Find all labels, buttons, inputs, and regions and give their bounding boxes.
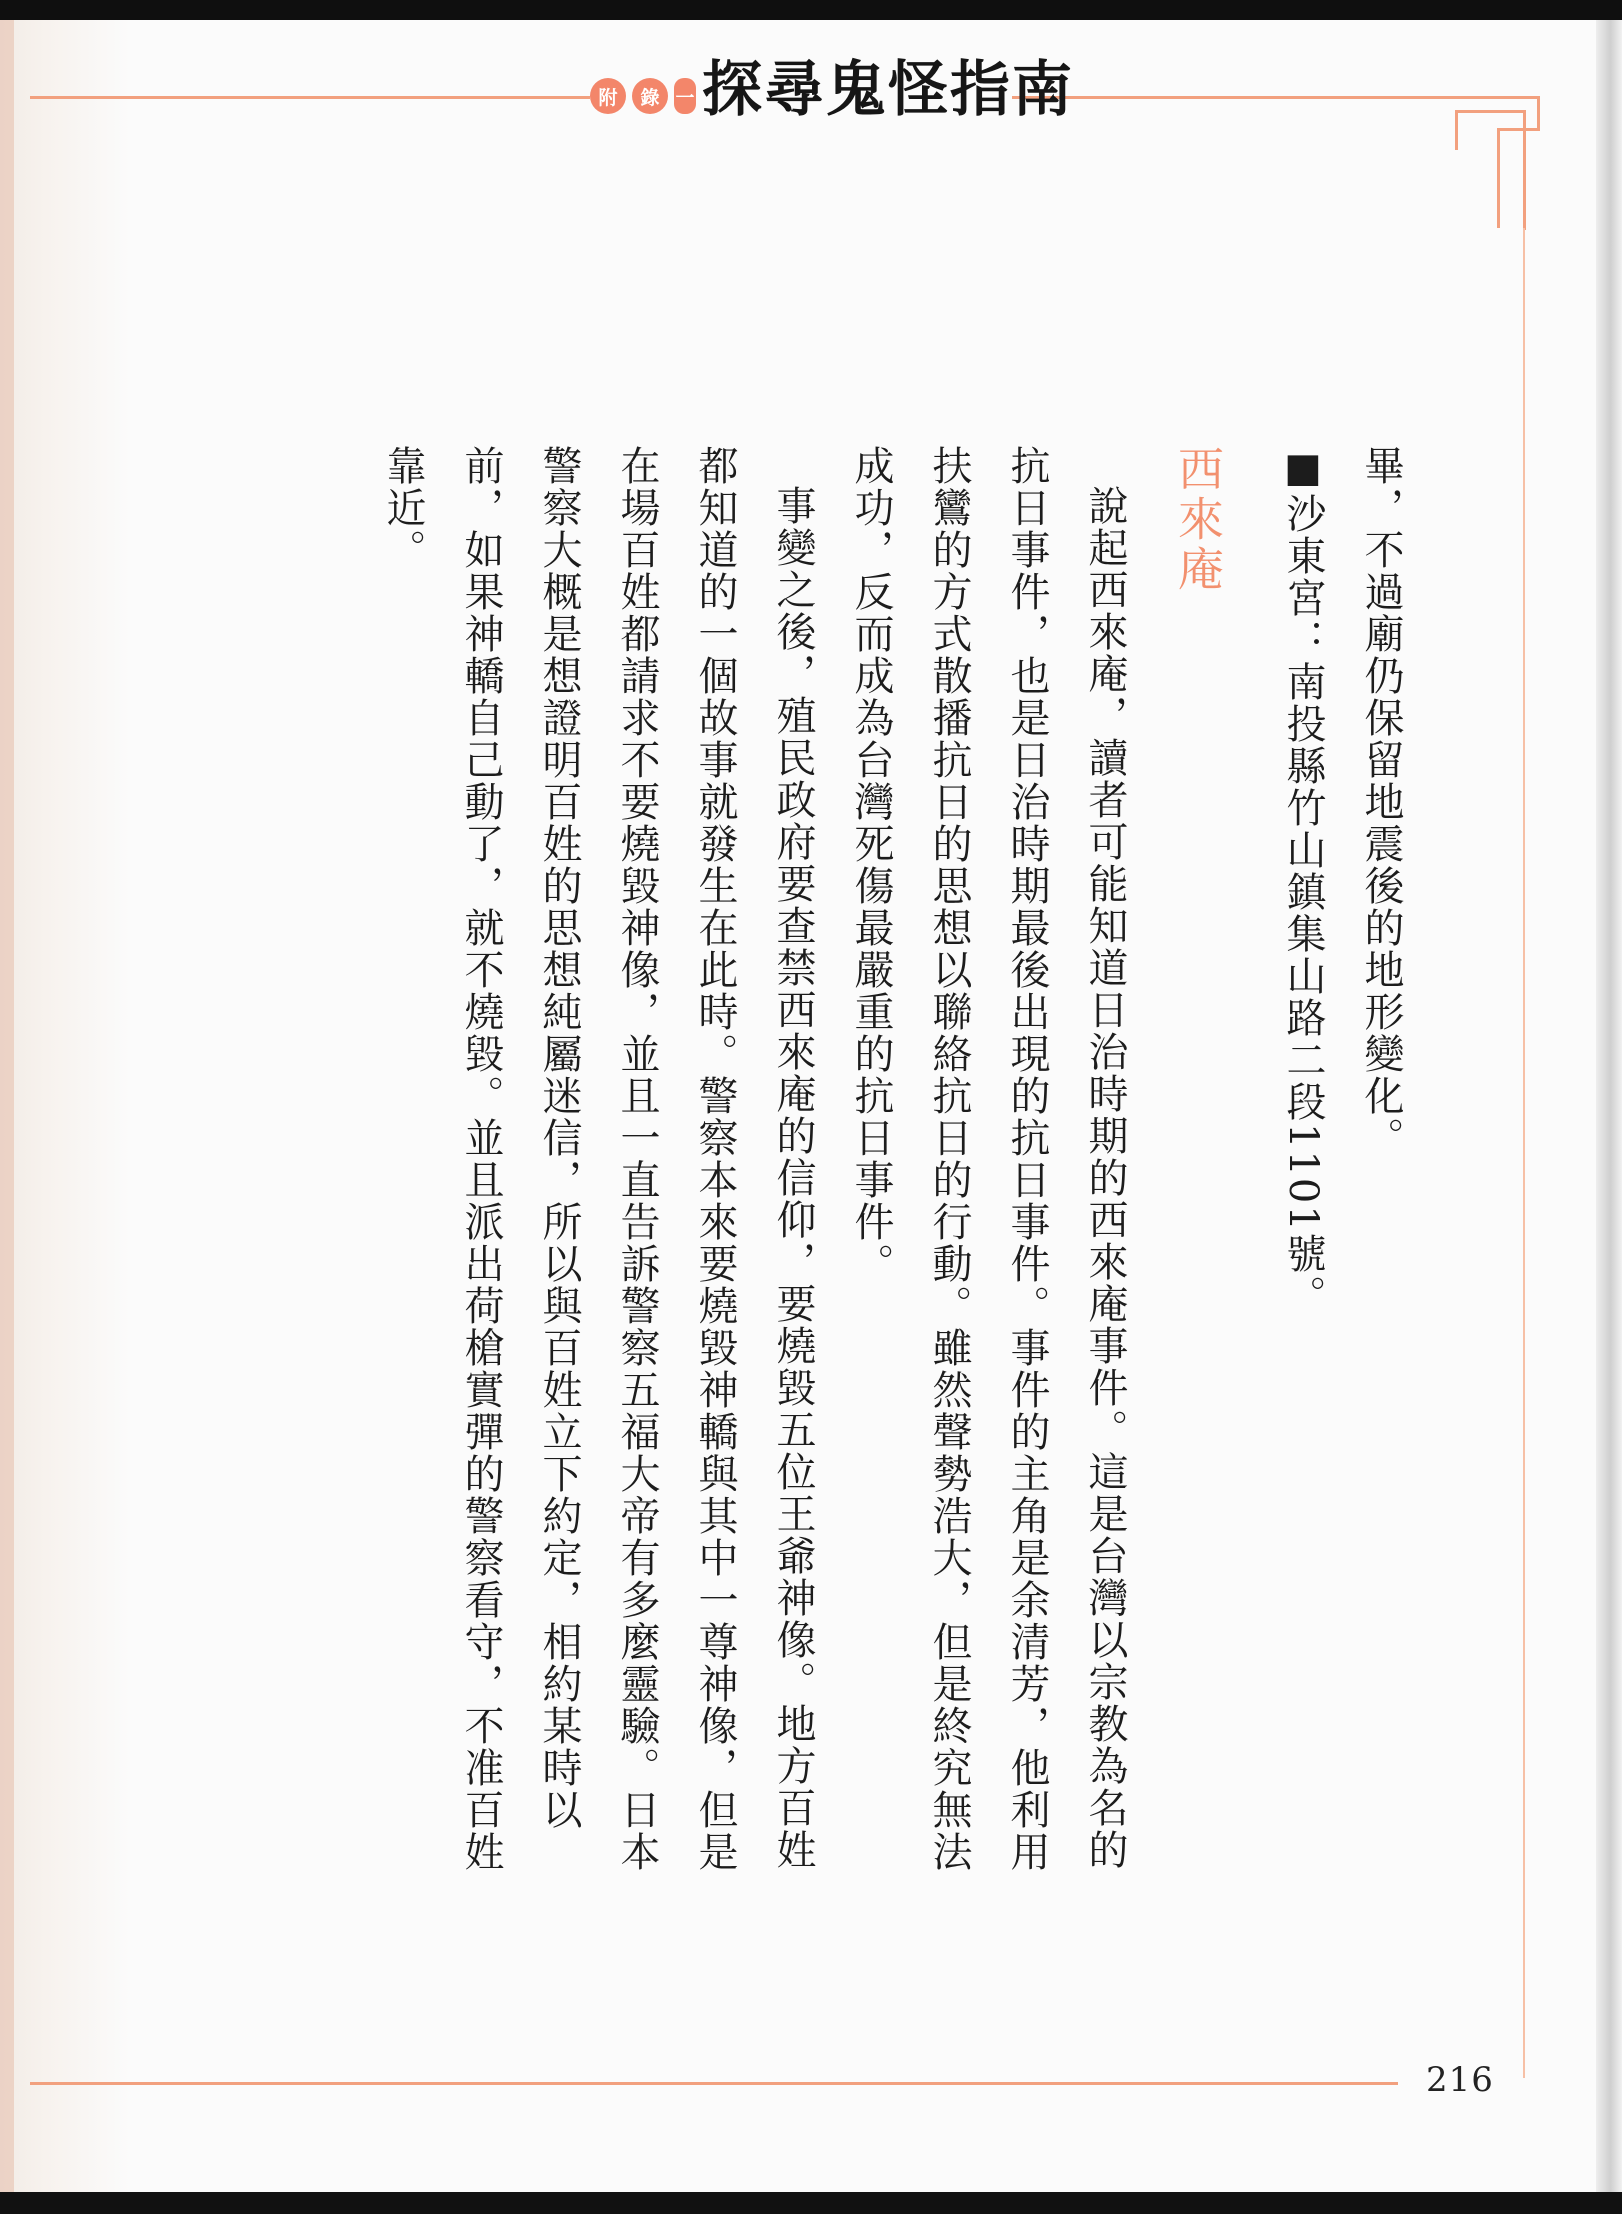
appendix-badge: 一: [674, 78, 696, 114]
continued-paragraph: 畢，不過廟仍保留地震後的地形變化。: [1358, 445, 1404, 1159]
paragraph: 說起西來庵，讀者可能知道日治時期的西來庵事件。這是台灣以宗教為名的抗日事件，也是日治時期最後出現的抗日事件。事件的主角是余清芳，他利用扶鸞的方式散播抗日的思想以聯絡抗日的行動。雖然聲勢浩大，但是終究無法成功，反而成為台灣死傷最嚴重的抗日事件。: [848, 445, 1128, 1873]
header-rule-right: [1012, 96, 1537, 99]
corner-frame-line: [1497, 128, 1500, 228]
scan-bottom-border: [0, 2192, 1622, 2214]
corner-frame-line: [1523, 110, 1526, 230]
appendix-badge: 附: [590, 78, 626, 114]
footer-rule: [30, 2082, 1398, 2085]
section-heading: 西來庵: [1171, 445, 1225, 595]
right-margin-rule: [1523, 228, 1525, 2078]
address-text: 沙東宮：南投縣竹山鎮集山路二段1101號。: [1280, 493, 1326, 1317]
page-number: 216: [1426, 2060, 1494, 2100]
address-line: [1264, 445, 1342, 1885]
appendix-badges: [590, 78, 696, 114]
corner-frame-line: [1497, 128, 1540, 131]
body-text-column: [290, 445, 1420, 1885]
scan-top-border: [0, 0, 1622, 20]
paragraph: 事變之後，殖民政府要查禁西來庵的信仰，要燒毀五位王爺神像。地方百姓都知道的一個故事就發生在此時。警察本來要燒毀神轎與其中一尊神像，但是在場百姓都請求不要燒毀神像，並且一直告訴警察五福大帝有多麼靈驗。日本警察大概是想證明百姓的思想純屬迷信，所以與百姓立下約定，相約某時以前，如果神轎自己動了，就不燒毀。並且派出荷槍實彈的警察看守，不准百姓靠近。: [380, 445, 816, 1873]
running-title: 探尋鬼怪指南: [702, 55, 1074, 125]
header-rule-left: [30, 96, 590, 99]
corner-frame-line: [1455, 110, 1458, 150]
right-page-edge: [1596, 20, 1622, 2192]
left-page-edge: [0, 20, 14, 2192]
appendix-badge: 錄: [632, 78, 668, 114]
bullet-square-icon: ■: [1280, 445, 1326, 493]
corner-frame-line: [1537, 96, 1540, 130]
page-gutter-shadow: [0, 20, 130, 2192]
corner-frame-line: [1455, 110, 1525, 113]
